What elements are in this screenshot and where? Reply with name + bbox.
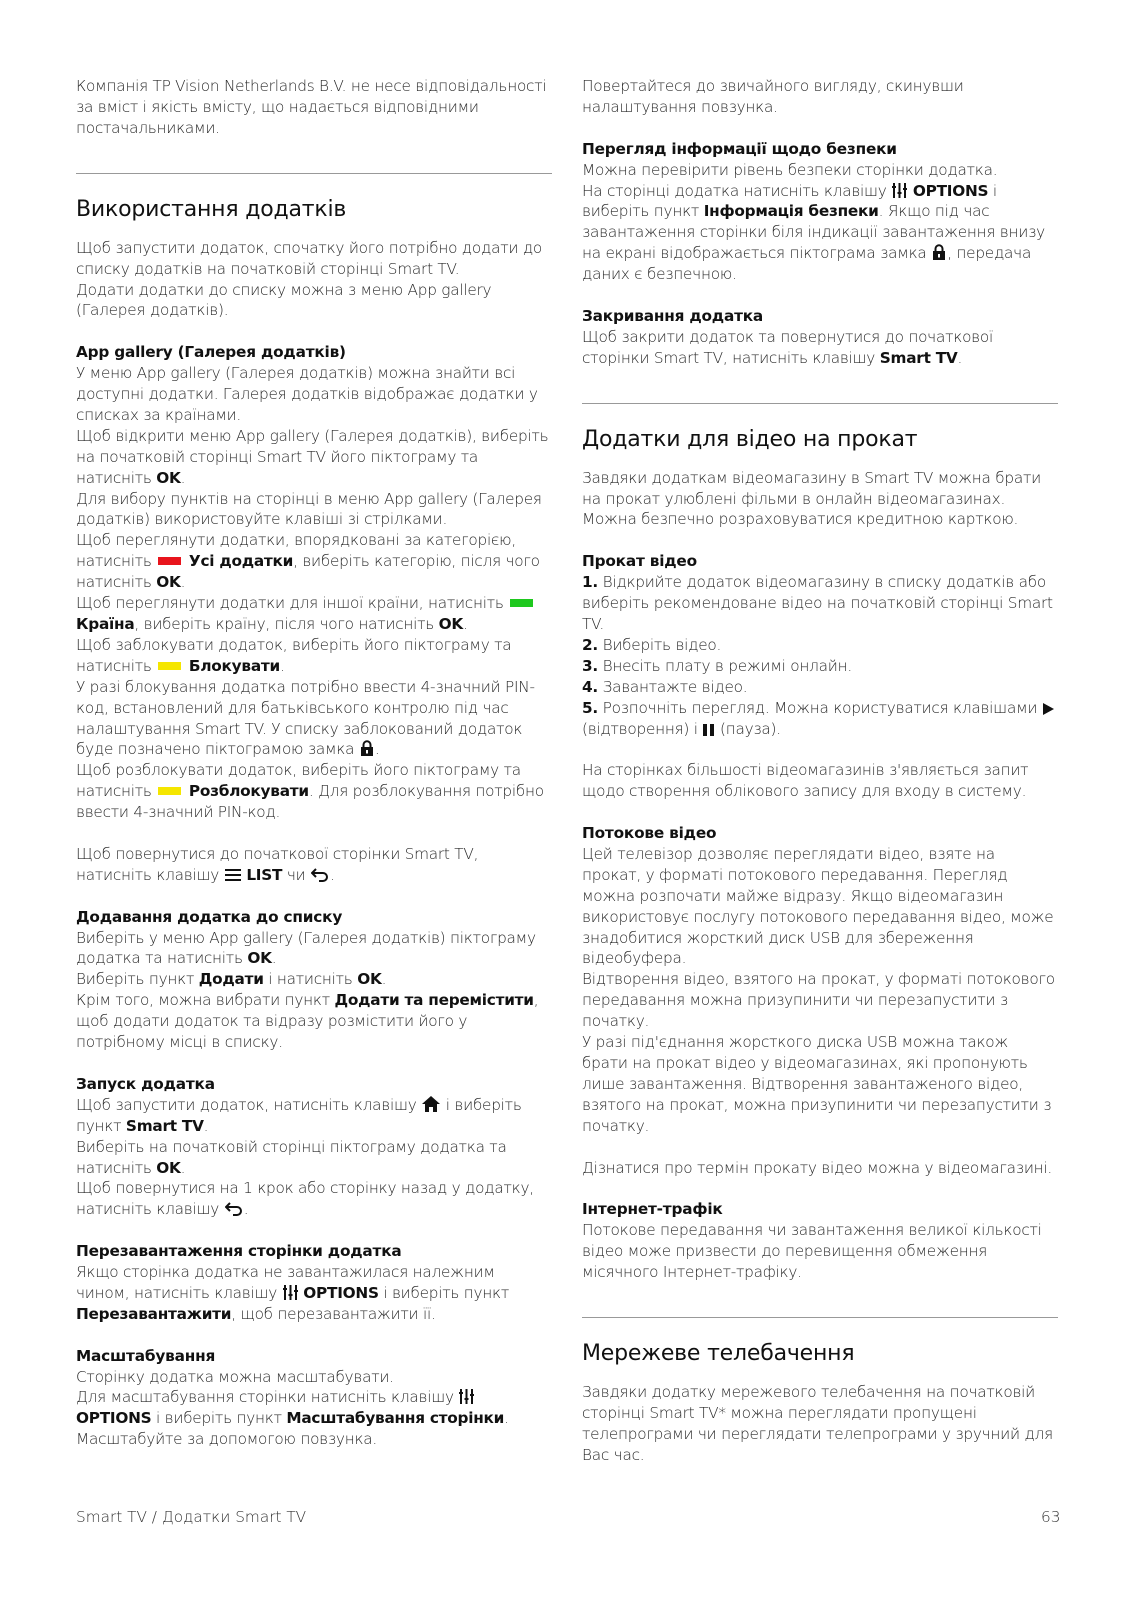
using-apps-para-2: Додати додатки до списку можна з меню App gallery (Галерея додатків). [76, 280, 492, 320]
gallery-line-7: У разі блокування додатка потрібно ввести 4-значний PIN-код, встановлений для батьківського контролю під час налаштування Smart TV. У списку заблокований додаток буде позначено піктограмою замка . [76, 677, 535, 759]
launch-line-2: Виберіть на початковій сторінці піктограму додатка та натисніть OK. [76, 1137, 507, 1177]
section-title-video-rental: Додатки для відео на прокат [582, 426, 918, 452]
launch-line-1: Щоб запустити додаток, натисніть клавішу і виберіть пункт Smart TV. [76, 1095, 522, 1135]
launch-line-3: Щоб повернутися на 1 крок або сторінку назад у додатку, натисніть клавішу . [76, 1179, 534, 1219]
zoom-line-1: Сторінку додатка можна масштабувати. [76, 1367, 394, 1386]
streaming-para-4: Дізнатися про термін прокату відео можна у відеомагазині. [582, 1158, 1053, 1177]
using-apps-para-1: Щоб запустити додаток, спочатку його потрібно додати до списку додатків на початковій сторінці Smart TV. [76, 238, 543, 278]
lock-icon [360, 740, 374, 756]
page-number: 63 [1041, 1508, 1061, 1526]
pause-icon [703, 724, 714, 736]
gallery-line-3: Для вибору пунктів на сторінці в меню App gallery (Галерея додатків) використовуйте клавіші зі стрілками. [76, 489, 542, 529]
rental-step-5: 5. Розпочніть перегляд. Можна користуватися клавішами (відтворення) і (пауза). [582, 698, 1058, 740]
rental-intro: Завдяки додаткам відеомагазину в Smart TV можна брати на прокат улюблені фільми в онлайн відеомагазинах. Можна безпечно розраховуватися кредитною карткою. [582, 468, 1041, 529]
streaming-para-2: Відтворення відео, взятого на прокат, у форматі потокового передавання можна призупинити чи перезапустити з початку. [582, 970, 1055, 1031]
zoom-line-3: Масштабуйте за допомогою повзунка. [76, 1430, 378, 1449]
zoom-end-text: Повертайтеся до звичайного вигляду, скинувши налаштування повзунка. [582, 77, 964, 116]
options-icon [892, 183, 907, 198]
heading-add-app: Додавання додатка до списку [76, 907, 343, 926]
heading-app-gallery: App gallery (Галерея додатків) [76, 343, 346, 362]
footer-breadcrumb: Smart TV / Додатки Smart TV [76, 1508, 307, 1526]
heading-close-app: Закривання додатка [582, 306, 764, 325]
play-icon [1043, 703, 1054, 715]
options-icon [283, 1285, 298, 1300]
section-title-using-apps: Використання додатків [76, 196, 347, 222]
options-icon [459, 1389, 474, 1404]
red-key-icon [158, 557, 181, 565]
back-icon [225, 1202, 243, 1216]
gallery-line-5: Щоб переглянути додатки для іншої країни, натисніть Країна, виберіть країну, після чого натисніть OK. [76, 593, 552, 635]
heading-streaming-video: Потокове відео [582, 824, 717, 843]
heading-launch-app: Запуск додатка [76, 1074, 215, 1093]
reload-line-1: Якщо сторінка додатка не завантажилася належним чином, натисніть клавішу OPTIONS і виберіть пункт Перезавантажити, щоб перезавантажити її. [76, 1263, 510, 1323]
rental-step-1: 1. Відкрийте додаток відеомагазину в списку додатків або виберіть рекомендоване відео на початковій сторінці Smart TV. [582, 573, 1053, 633]
traffic-para-1: Потокове передавання чи завантаження великої кількості відео може призвести до перевищення обмеження місячного Інтернет-трафіку. [582, 1221, 1042, 1282]
rental-step-4: 4. Завантажте відео. [582, 677, 748, 696]
heading-security-info: Перегляд інформації щодо безпеки [582, 139, 897, 158]
heading-rent-video: Прокат відео [582, 552, 697, 571]
security-line-1: Можна перевірити рівень безпеки сторінки додатка. [582, 160, 998, 179]
streaming-para-1: Цей телевізор дозволяє переглядати відео, взяте на прокат, у форматі потокового передавання. Перегляд можна розпочати майже відразу. Якщо відеомагазин використовує послугу потокового передавання відео, може знадобитися жорсткий диск USB для збереження відеобуфера. [582, 844, 1054, 968]
heading-zoom: Масштабування [76, 1346, 216, 1365]
add-line-3: Крім того, можна вибрати пункт Додати та перемістити, щоб додати додаток та відразу розмістити його у потрібному місці в списку. [76, 991, 539, 1052]
gallery-line-8: Щоб розблокувати додаток, виберіть його піктограму та натисніть Розблокувати. Для розблокування потрібно ввести 4-значний PIN-код. [76, 761, 544, 822]
gallery-line-2: Щоб відкрити меню App gallery (Галерея додатків), виберіть на початковій сторінці Smart TV його піктограму та натисніть OK. [76, 426, 549, 487]
yellow-key-icon [158, 662, 181, 670]
rental-account-text: На сторінках більшості відеомагазинів з'являється запит щодо створення облікового запису для входу в систему. [582, 761, 1029, 801]
rental-step-3: 3. Внесіть плату в режимі онлайн. [582, 656, 852, 675]
zoom-line-2: Для масштабування сторінки натисніть клавішу OPTIONS і виберіть пункт Масштабування сторінки. [76, 1388, 509, 1428]
intro-text: Компанія TP Vision Netherlands B.V. не несе відповідальності за вміст і якість вмісту, що надається відповідними постачальниками. [76, 77, 547, 137]
rental-step-2: 2. Виберіть відео. [582, 635, 722, 654]
home-icon [422, 1096, 440, 1112]
security-line-2: На сторінці додатка натисніть клавішу OPTIONS і виберіть пункт Інформація безпеки. Якщо під час завантаження сторінки біля індикації завантаження внизу на екрані відображається піктограма замка , передача даних є безпечною. [582, 181, 1045, 284]
heading-reload-page: Перезавантаження сторінки додатка [76, 1242, 402, 1261]
right-column [582, 76, 1058, 1466]
list-icon [225, 868, 241, 882]
heading-internet-traffic: Інтернет-трафік [582, 1200, 723, 1219]
gallery-line-1: У меню App gallery (Галерея додатків) можна знайти всі доступні додатки. Галерея додатків відображає додатки у списках за країнами. [76, 364, 538, 424]
yellow-key-icon [158, 787, 181, 795]
section-title-online-tv: Мережеве телебачення [582, 1340, 855, 1366]
lock-icon [932, 244, 946, 260]
streaming-para-3: У разі під'єднання жорсткого диска USB можна також брати на прокат відео у відеомагазинах, які пропонують лише завантаження. Відтворення завантаженого відео, взятого на прокат, можна призупинити чи перезапустити з початку. [582, 1033, 1052, 1135]
green-key-icon [510, 599, 533, 607]
close-line-1: Щоб закрити додаток та повернутися до початкової сторінки Smart TV, натисніть клавішу Smart TV. [582, 327, 994, 367]
left-column [76, 76, 552, 1450]
gallery-line-4: Щоб переглянути додатки, впорядковані за категорією, натисніть Усі додатки, виберіть категорію, після чого натисніть OK. [76, 531, 540, 592]
online-tv-para-1: Завдяки додатку мережевого телебачення на початковій сторінці Smart TV* можна переглядати пропущені телепрограми чи переглядати телепрограми у зручний для Вас час. [582, 1382, 1053, 1464]
add-line-1: Виберіть у меню App gallery (Галерея додатків) піктограму додатка та натисніть OK. [76, 928, 536, 968]
add-line-2: Виберіть пункт Додати і натисніть OK. [76, 970, 387, 989]
back-to-home-line: Щоб повернутися до початкової сторінки Smart TV, натисніть клавішу LIST чи . [76, 844, 479, 884]
back-icon [311, 868, 329, 882]
gallery-line-6: Щоб заблокувати додаток, виберіть його піктограму та натисніть Блокувати. [76, 635, 512, 675]
